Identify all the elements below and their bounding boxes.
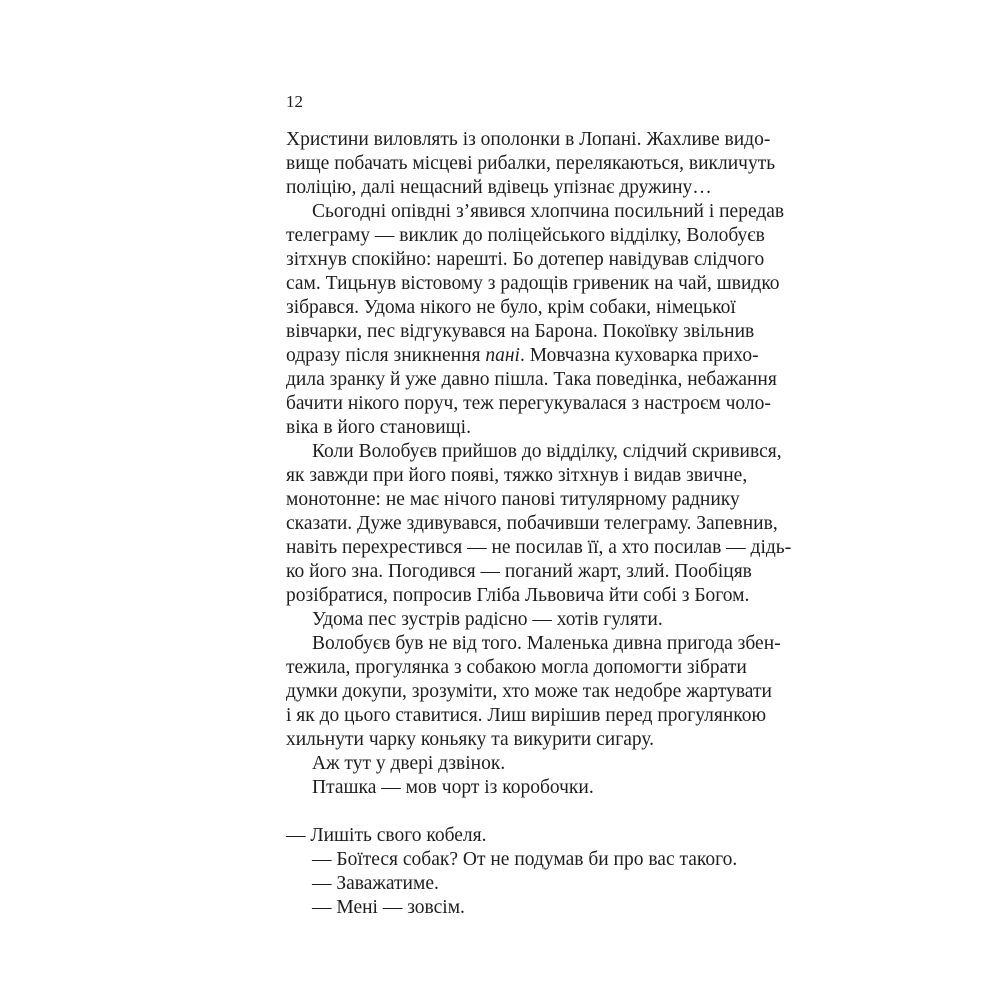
text-line: ко його зна. Погодився — поганий жарт, злий. Пообіцяв xyxy=(286,561,752,582)
text-line: зібрався. Удома нікого не було, крім собаки, німецької xyxy=(286,297,736,318)
page-number: 12 xyxy=(286,92,303,111)
text-line: і як до цього ставитися. Лиш вирішив перед прогулянкою xyxy=(286,705,767,726)
text-line: сказати. Дуже здивувався, побачивши телеграму. Запевнив, xyxy=(286,513,778,534)
paragraph-start-line: Аж тут у двері дзвінок. xyxy=(312,753,506,774)
emphasized-word: пані xyxy=(485,345,520,366)
text-line: вівчарки, пес відгукувався на Барона. Покоївку звільнив xyxy=(286,321,755,342)
text-line: дила зранку й уже давно пішла. Така поведінка, небажання xyxy=(286,369,777,390)
paragraph-start-line: Сьогодні опівдні з’явився хлопчина посильний і передав xyxy=(312,201,785,222)
text-line: навіть перехрестився — не посилав її, а хто посилав — дідь- xyxy=(286,537,792,558)
text-line: як завжди при його появі, тяжко зітхнув і видав звичне, xyxy=(286,465,748,486)
text-line: віка в його становищі. xyxy=(286,417,471,438)
text-fragment: . Мовчазна куховарка прихо- xyxy=(519,345,759,366)
text-line: розібратися, попросив Гліба Львовича йти собі з Богом. xyxy=(286,585,750,606)
text-line: телеграму — виклик до поліцейського відділку, Волобуєв xyxy=(286,225,765,246)
text-line: бачити нікого поруч, теж перегукувалася з настроєм чоло- xyxy=(286,393,771,414)
text-line: думки докупи, зрозуміти, хто може так недобре жартувати xyxy=(286,681,772,702)
paragraph-start-line: Удома пес зустрів радісно — хотів гуляти. xyxy=(312,609,663,630)
text-line: вище побачать місцеві рибалки, перелякаються, викличуть xyxy=(286,153,776,174)
text-line: Христини виловлять із ополонки в Лопані. Жахливе видо- xyxy=(286,129,771,150)
text-line: сам. Тицьнув вістовому з радощів гривеник на чай, швидко xyxy=(286,273,780,294)
paragraph-start-line: Пташка — мов чорт із коробочки. xyxy=(312,777,594,798)
text-line-with-emphasis xyxy=(286,344,759,368)
dialogue-line: — Мені — зовсім. xyxy=(312,897,465,918)
dialogue-line: — Заважатиме. xyxy=(312,873,439,894)
text-line: поліцію, далі нещасний вдівець упізнає дружину… xyxy=(286,177,712,198)
paragraph-start-line: Волобуєв був не від того. Маленька дивна пригода збен- xyxy=(312,633,781,654)
text-line: тежила, прогулянка з собакою могла допомогти зібрати xyxy=(286,657,747,678)
text-line: зітхнув спокійно: нарешті. Бо дотепер навідував слідчого xyxy=(286,249,765,270)
text-line: монотонне: не має нічого панові титулярному раднику xyxy=(286,489,740,510)
text-line: хильнути чарку коньяку та викурити сигару. xyxy=(286,729,655,750)
paragraph-start-line: Коли Волобуєв прийшов до відділку, слідчий скривився, xyxy=(312,441,782,462)
text-fragment: одразу після зникнення xyxy=(286,345,486,366)
dialogue-line: — Боїтеся собак? От не подумав би про вас такого. xyxy=(312,849,738,870)
dialogue-line: — Лишіть свого кобеля. xyxy=(286,825,487,846)
